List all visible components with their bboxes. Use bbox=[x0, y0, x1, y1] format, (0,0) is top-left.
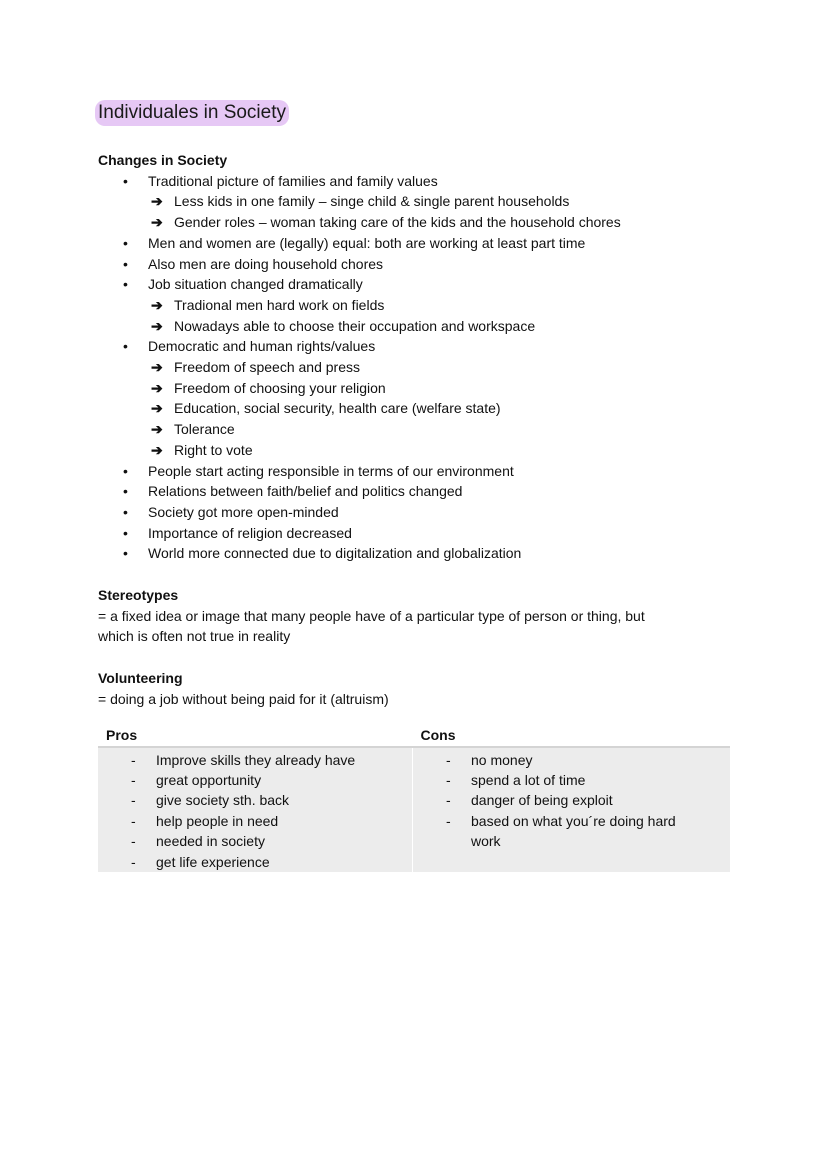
arrow-right-icon: ➔ bbox=[151, 214, 163, 231]
dash-icon: - bbox=[131, 792, 136, 809]
bullet-item bbox=[98, 336, 730, 357]
pros-item bbox=[98, 831, 391, 851]
bullet-icon: • bbox=[123, 462, 128, 479]
stereotypes-heading: Stereotypes bbox=[98, 587, 179, 604]
pros-item bbox=[98, 811, 391, 831]
dash-icon: - bbox=[446, 751, 451, 768]
cons-item bbox=[413, 770, 706, 790]
cons-item bbox=[413, 811, 706, 852]
bullet-item bbox=[98, 543, 730, 564]
bullet-text: World more connected due to digitalization and globalization bbox=[148, 545, 522, 562]
arrow-right-icon: ➔ bbox=[151, 317, 163, 334]
pros-item bbox=[98, 852, 391, 872]
pros-text: great opportunity bbox=[156, 771, 262, 788]
bullet-item bbox=[98, 502, 730, 523]
bullet-item bbox=[98, 254, 730, 275]
arrow-right-icon: ➔ bbox=[151, 359, 163, 376]
bullet-item bbox=[98, 233, 730, 254]
sub-bullet-item bbox=[98, 212, 730, 233]
cons-cell bbox=[413, 747, 731, 872]
pros-cell bbox=[98, 747, 413, 872]
sub-bullet-item bbox=[98, 440, 730, 461]
bullet-text: Men and women are (legally) equal: both are working at least part time bbox=[148, 234, 586, 251]
cons-text: no money bbox=[471, 751, 533, 768]
sub-bullet-item bbox=[98, 295, 730, 316]
cons-text: based on what you´re doing hard work bbox=[471, 812, 676, 850]
page-title: Individuales in Society bbox=[95, 100, 289, 126]
changes-heading: Changes in Society bbox=[98, 152, 228, 168]
dash-icon: - bbox=[131, 812, 136, 829]
pros-text: Improve skills they already have bbox=[156, 751, 356, 768]
bullet-item bbox=[98, 523, 730, 544]
pros-text: get life experience bbox=[156, 853, 270, 870]
bullet-text: Democratic and human rights/values bbox=[148, 338, 376, 355]
bullet-text: Importance of religion decreased bbox=[148, 524, 352, 541]
arrow-right-icon: ➔ bbox=[151, 296, 163, 313]
sub-bullet-text: Nowadays able to choose their occupation and workspace bbox=[174, 317, 536, 334]
cons-item bbox=[413, 750, 706, 770]
dash-icon: - bbox=[131, 853, 136, 870]
arrow-right-icon: ➔ bbox=[151, 441, 163, 458]
bullet-text: Relations between faith/belief and politics changed bbox=[148, 483, 463, 500]
stereotypes-definition-line: which is often not true in reality bbox=[98, 628, 291, 645]
bullet-text: Society got more open-minded bbox=[148, 503, 339, 520]
sub-bullet-item bbox=[98, 191, 730, 212]
sub-bullet-item bbox=[98, 398, 730, 419]
dash-icon: - bbox=[446, 771, 451, 788]
dash-icon: - bbox=[446, 812, 451, 829]
pros-text: give society sth. back bbox=[156, 792, 290, 809]
cons-item bbox=[413, 790, 706, 810]
bullet-text: People start acting responsible in terms of our environment bbox=[148, 462, 514, 479]
volunteering-definition: = doing a job without being paid for it (altruism) bbox=[98, 690, 389, 707]
sub-bullet-text: Gender roles – woman taking care of the kids and the household chores bbox=[174, 214, 621, 231]
sub-bullet-text: Education, social security, health care (welfare state) bbox=[174, 400, 501, 417]
changes-list bbox=[98, 171, 730, 564]
bullet-icon: • bbox=[123, 545, 128, 562]
bullet-icon: • bbox=[123, 255, 128, 272]
bullet-item bbox=[98, 481, 730, 502]
pros-text: needed in society bbox=[156, 833, 265, 850]
bullet-icon: • bbox=[123, 276, 128, 293]
dash-icon: - bbox=[131, 833, 136, 850]
arrow-right-icon: ➔ bbox=[151, 421, 163, 438]
arrow-right-icon: ➔ bbox=[151, 400, 163, 417]
dash-icon: - bbox=[446, 792, 451, 809]
sub-bullet-item bbox=[98, 316, 730, 337]
pros-text: help people in need bbox=[156, 812, 279, 829]
volunteering-heading: Volunteering bbox=[98, 670, 183, 687]
stereotypes-definition-line: = a fixed idea or image that many people have of a particular type of person or thing, but bbox=[98, 607, 645, 624]
cons-text: spend a lot of time bbox=[471, 771, 586, 788]
pros-item bbox=[98, 750, 391, 770]
arrow-right-icon: ➔ bbox=[151, 193, 163, 210]
pros-header: Pros bbox=[98, 724, 413, 747]
sub-bullet-text: Less kids in one family – singe child & single parent households bbox=[174, 193, 570, 210]
sub-bullet-text: Freedom of speech and press bbox=[174, 359, 360, 376]
bullet-text: Also men are doing household chores bbox=[148, 255, 384, 272]
sub-bullet-text: Freedom of choosing your religion bbox=[174, 379, 386, 396]
dash-icon: - bbox=[131, 751, 136, 768]
pros-cons-table bbox=[98, 724, 730, 872]
bullet-text: Job situation changed dramatically bbox=[148, 276, 363, 293]
bullet-icon: • bbox=[123, 524, 128, 541]
sub-bullet-text: Right to vote bbox=[174, 441, 253, 458]
arrow-right-icon: ➔ bbox=[151, 379, 163, 396]
cons-header: Cons bbox=[413, 724, 731, 747]
dash-icon: - bbox=[131, 771, 136, 788]
bullet-icon: • bbox=[123, 234, 128, 251]
bullet-icon: • bbox=[123, 172, 128, 189]
sub-bullet-item bbox=[98, 419, 730, 440]
bullet-icon: • bbox=[123, 503, 128, 520]
bullet-item bbox=[98, 171, 730, 192]
sub-bullet-item bbox=[98, 378, 730, 399]
pros-item bbox=[98, 790, 391, 810]
pros-item bbox=[98, 770, 391, 790]
bullet-icon: • bbox=[123, 338, 128, 355]
cons-text: danger of being exploit bbox=[471, 792, 613, 809]
sub-bullet-item bbox=[98, 357, 730, 378]
document-page bbox=[98, 100, 730, 872]
sub-bullet-text: Tradional men hard work on fields bbox=[174, 296, 385, 313]
bullet-item bbox=[98, 461, 730, 482]
sub-bullet-text: Tolerance bbox=[174, 421, 235, 438]
bullet-item bbox=[98, 274, 730, 295]
bullet-icon: • bbox=[123, 483, 128, 500]
bullet-text: Traditional picture of families and family values bbox=[148, 172, 438, 189]
